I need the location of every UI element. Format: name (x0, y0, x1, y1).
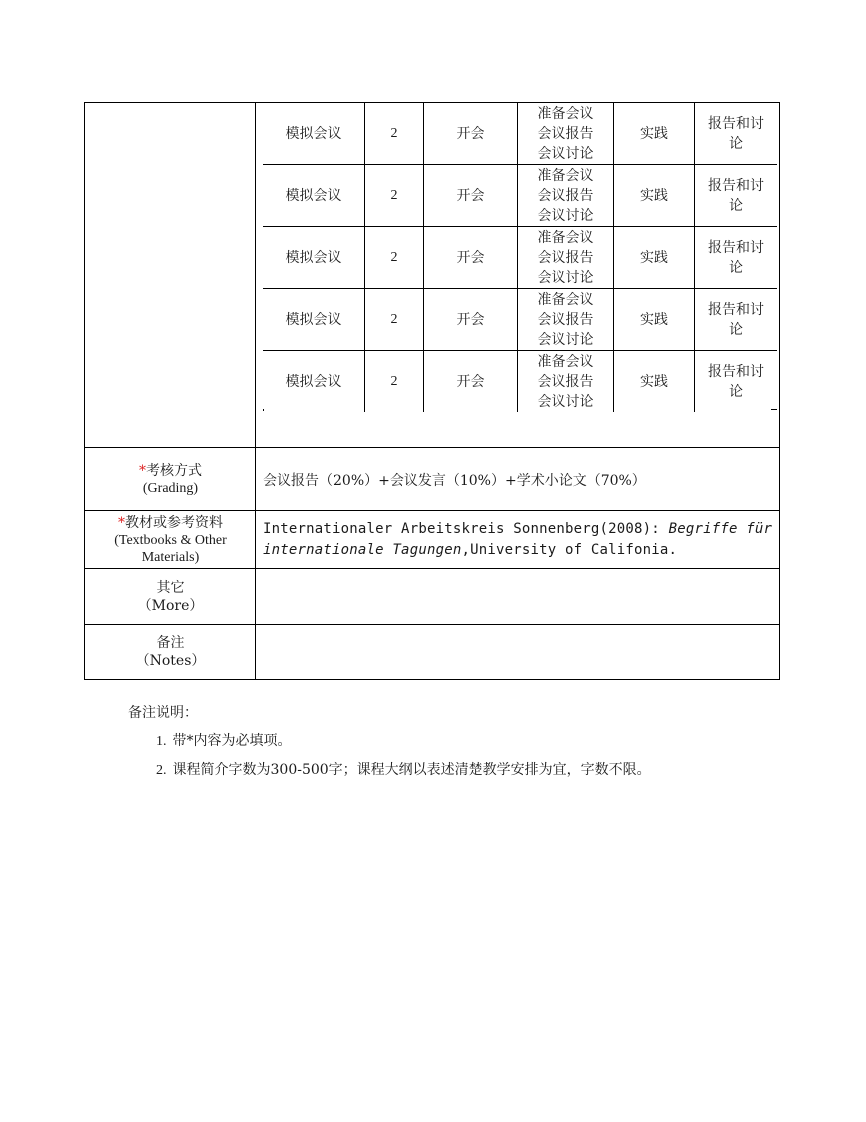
grading-label (85, 448, 256, 510)
grading-label-cn-line (139, 462, 202, 480)
assessment-line: 报告和讨 (708, 239, 764, 256)
hours-cell: 2 (365, 165, 424, 227)
content-line: 准备会议 (537, 229, 594, 246)
form-cell: 开会 (424, 227, 518, 289)
content-line: 会议讨论 (537, 393, 594, 410)
content-cell (518, 103, 614, 165)
required-mark: * (139, 462, 146, 479)
content-line: 会议讨论 (537, 331, 594, 348)
type-cell: 实践 (614, 227, 695, 289)
content-line: 准备会议 (537, 353, 594, 370)
form-cell: 开会 (424, 103, 518, 165)
more-label-cn: 其它 (156, 579, 185, 596)
hours-cell: 2 (365, 103, 424, 165)
assessment-line: 论 (729, 383, 743, 400)
form-cell: 开会 (424, 165, 518, 227)
type-cell: 实践 (614, 165, 695, 227)
footnote-item (156, 760, 651, 781)
materials-reference (263, 519, 773, 561)
type-cell: 实践 (614, 289, 695, 351)
content-line: 会议报告 (537, 311, 594, 328)
assessment-cell (695, 103, 778, 165)
grading-label-cn: 考核方式 (146, 462, 202, 479)
content-cell (518, 165, 614, 227)
topic-cell: 模拟会议 (263, 351, 365, 413)
topic-cell: 模拟会议 (263, 165, 365, 227)
materials-label-cn-line (118, 514, 223, 532)
materials-label (85, 511, 256, 568)
topic-cell: 模拟会议 (263, 289, 365, 351)
reference-author: Internationaler Arbeitskreis Sonnenberg(2008): (263, 521, 669, 537)
footnote-number: 2. (156, 763, 167, 778)
footnotes (128, 702, 651, 789)
materials-label-cn: 教材或参考资料 (125, 514, 223, 531)
table-border-right (779, 102, 780, 680)
notes-label-cn: 备注 (156, 635, 185, 651)
reference-title-part-1: Begriffe für (668, 521, 773, 537)
content-line: 准备会议 (537, 105, 594, 122)
assessment-cell (695, 165, 778, 227)
grading-value: 会议报告（20%）+会议发言（10%）+学术小论文（70%） (263, 473, 646, 489)
content-line: 准备会议 (537, 291, 594, 308)
content-line: 会议报告 (537, 373, 594, 390)
content-cell (518, 289, 614, 351)
assessment-line: 论 (729, 197, 743, 214)
schedule-table (263, 103, 777, 412)
content-line: 会议报告 (537, 125, 594, 142)
notes-label (85, 625, 256, 679)
table-row (263, 227, 777, 289)
form-cell: 开会 (424, 351, 518, 413)
type-cell: 实践 (614, 103, 695, 165)
notes-label-en: （Notes） (135, 653, 206, 669)
assessment-line: 论 (729, 135, 743, 152)
assessment-line: 论 (729, 259, 743, 276)
footnote-text: 课程简介字数为300-500字；课程大纲以表述清楚教学安排为宜，字数不限。 (172, 762, 651, 778)
more-label (85, 569, 256, 624)
footnotes-title: 备注说明： (128, 705, 198, 721)
content-line: 会议讨论 (537, 269, 594, 286)
hours-cell: 2 (365, 227, 424, 289)
footnote-item (156, 731, 651, 752)
reference-publisher: ,University of Califonia. (461, 542, 678, 558)
content-cell (518, 351, 614, 413)
hours-cell: 2 (365, 289, 424, 351)
materials-label-en-2: Materials) (141, 549, 200, 565)
assessment-line: 论 (729, 321, 743, 338)
assessment-cell (695, 289, 778, 351)
assessment-line: 报告和讨 (708, 363, 764, 380)
content-line: 会议报告 (537, 187, 594, 204)
more-label-en: （More） (137, 597, 204, 614)
hours-cell: 2 (365, 351, 424, 413)
reference-title-part-2: internationale Tagungen (263, 542, 462, 558)
inner-table-tick-left (263, 409, 264, 411)
content-cell (518, 227, 614, 289)
required-mark: * (118, 514, 125, 531)
assessment-line: 报告和讨 (708, 301, 764, 318)
table-row (263, 289, 777, 351)
assessment-line: 报告和讨 (708, 177, 764, 194)
assessment-cell (695, 227, 778, 289)
footnote-number: 1. (156, 734, 167, 749)
form-cell: 开会 (424, 289, 518, 351)
table-row (263, 165, 777, 227)
type-cell: 实践 (614, 351, 695, 413)
assessment-cell (695, 351, 778, 413)
table-row (263, 351, 777, 413)
topic-cell: 模拟会议 (263, 103, 365, 165)
content-line: 准备会议 (537, 167, 594, 184)
table-row (263, 103, 777, 165)
grading-label-en: (Grading) (142, 480, 199, 496)
content-line: 会议报告 (537, 249, 594, 266)
topic-cell: 模拟会议 (263, 227, 365, 289)
table-border-bottom (84, 679, 780, 680)
schedule-table-body (263, 103, 777, 412)
content-line: 会议讨论 (537, 207, 594, 224)
inner-table-tick-right (771, 409, 777, 410)
assessment-line: 报告和讨 (708, 115, 764, 132)
footnote-text: 带*内容为必填项。 (172, 733, 292, 749)
materials-label-en-1: (Textbooks & Other (114, 532, 227, 548)
content-line: 会议讨论 (537, 145, 594, 162)
